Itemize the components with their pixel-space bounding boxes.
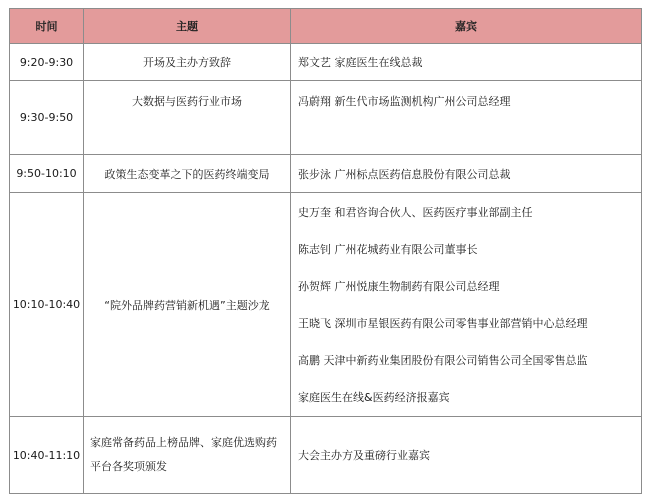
topic-cell	[84, 81, 291, 155]
guest-list	[298, 193, 641, 416]
topic-cell	[84, 417, 291, 494]
table-row	[10, 193, 642, 417]
guest-entry: 史万奎 和君咨询合伙人、医药医疗事业部副主任	[298, 206, 533, 219]
time-cell: 9:30-9:50	[10, 81, 84, 155]
table-body	[10, 44, 642, 494]
header-row	[10, 9, 642, 44]
guest-cell	[291, 81, 642, 155]
guest-entry: 王晓飞 深圳市星银医药有限公司零售事业部营销中心总经理	[298, 317, 588, 330]
guest-entry: 冯蔚翔 新生代市场监测机构广州公司总经理	[298, 94, 511, 108]
header-time: 时间	[10, 9, 84, 44]
topic-text: 家庭常备药品上榜品牌、家庭优选购药平台各奖项颁发	[90, 436, 277, 473]
agenda-table	[9, 8, 642, 494]
guest-entry: 家庭医生在线&医药经济报嘉宾	[298, 391, 450, 404]
guest-cell	[291, 193, 642, 417]
guest-entry: 大会主办方及重磅行业嘉宾	[298, 449, 430, 462]
header-guest: 嘉宾	[291, 9, 642, 44]
topic-text: 大数据与医药行业市场	[132, 94, 242, 108]
guest-entry: 陈志钊 广州花城药业有限公司董事长	[298, 243, 478, 256]
table-row	[10, 81, 642, 155]
header-topic: 主题	[84, 9, 291, 44]
time-cell: 9:50-10:10	[10, 155, 84, 193]
time-cell: 10:10-10:40	[10, 193, 84, 417]
guest-entry: 高鹏 天津中新药业集团股份有限公司销售公司全国零售总监	[298, 354, 588, 367]
table-row	[10, 155, 642, 193]
time-cell: 10:40-11:10	[10, 417, 84, 494]
topic-cell: 开场及主办方致辞	[84, 44, 291, 81]
table-header	[10, 9, 642, 44]
table-row	[10, 44, 642, 81]
guest-cell	[291, 417, 642, 494]
topic-cell: “院外品牌药营销新机遇”主题沙龙	[84, 193, 291, 417]
guest-entry: 张步泳 广州标点医药信息股份有限公司总裁	[298, 167, 511, 181]
guest-entry: 孙贺辉 广州悦康生物制药有限公司总经理	[298, 280, 500, 293]
time-cell: 9:20-9:30	[10, 44, 84, 81]
guest-entry: 郑文艺 家庭医生在线总裁	[298, 56, 423, 69]
guest-cell	[291, 155, 642, 193]
guest-cell	[291, 44, 642, 81]
table-row	[10, 417, 642, 494]
topic-cell: 政策生态变革之下的医药终端变局	[84, 155, 291, 193]
